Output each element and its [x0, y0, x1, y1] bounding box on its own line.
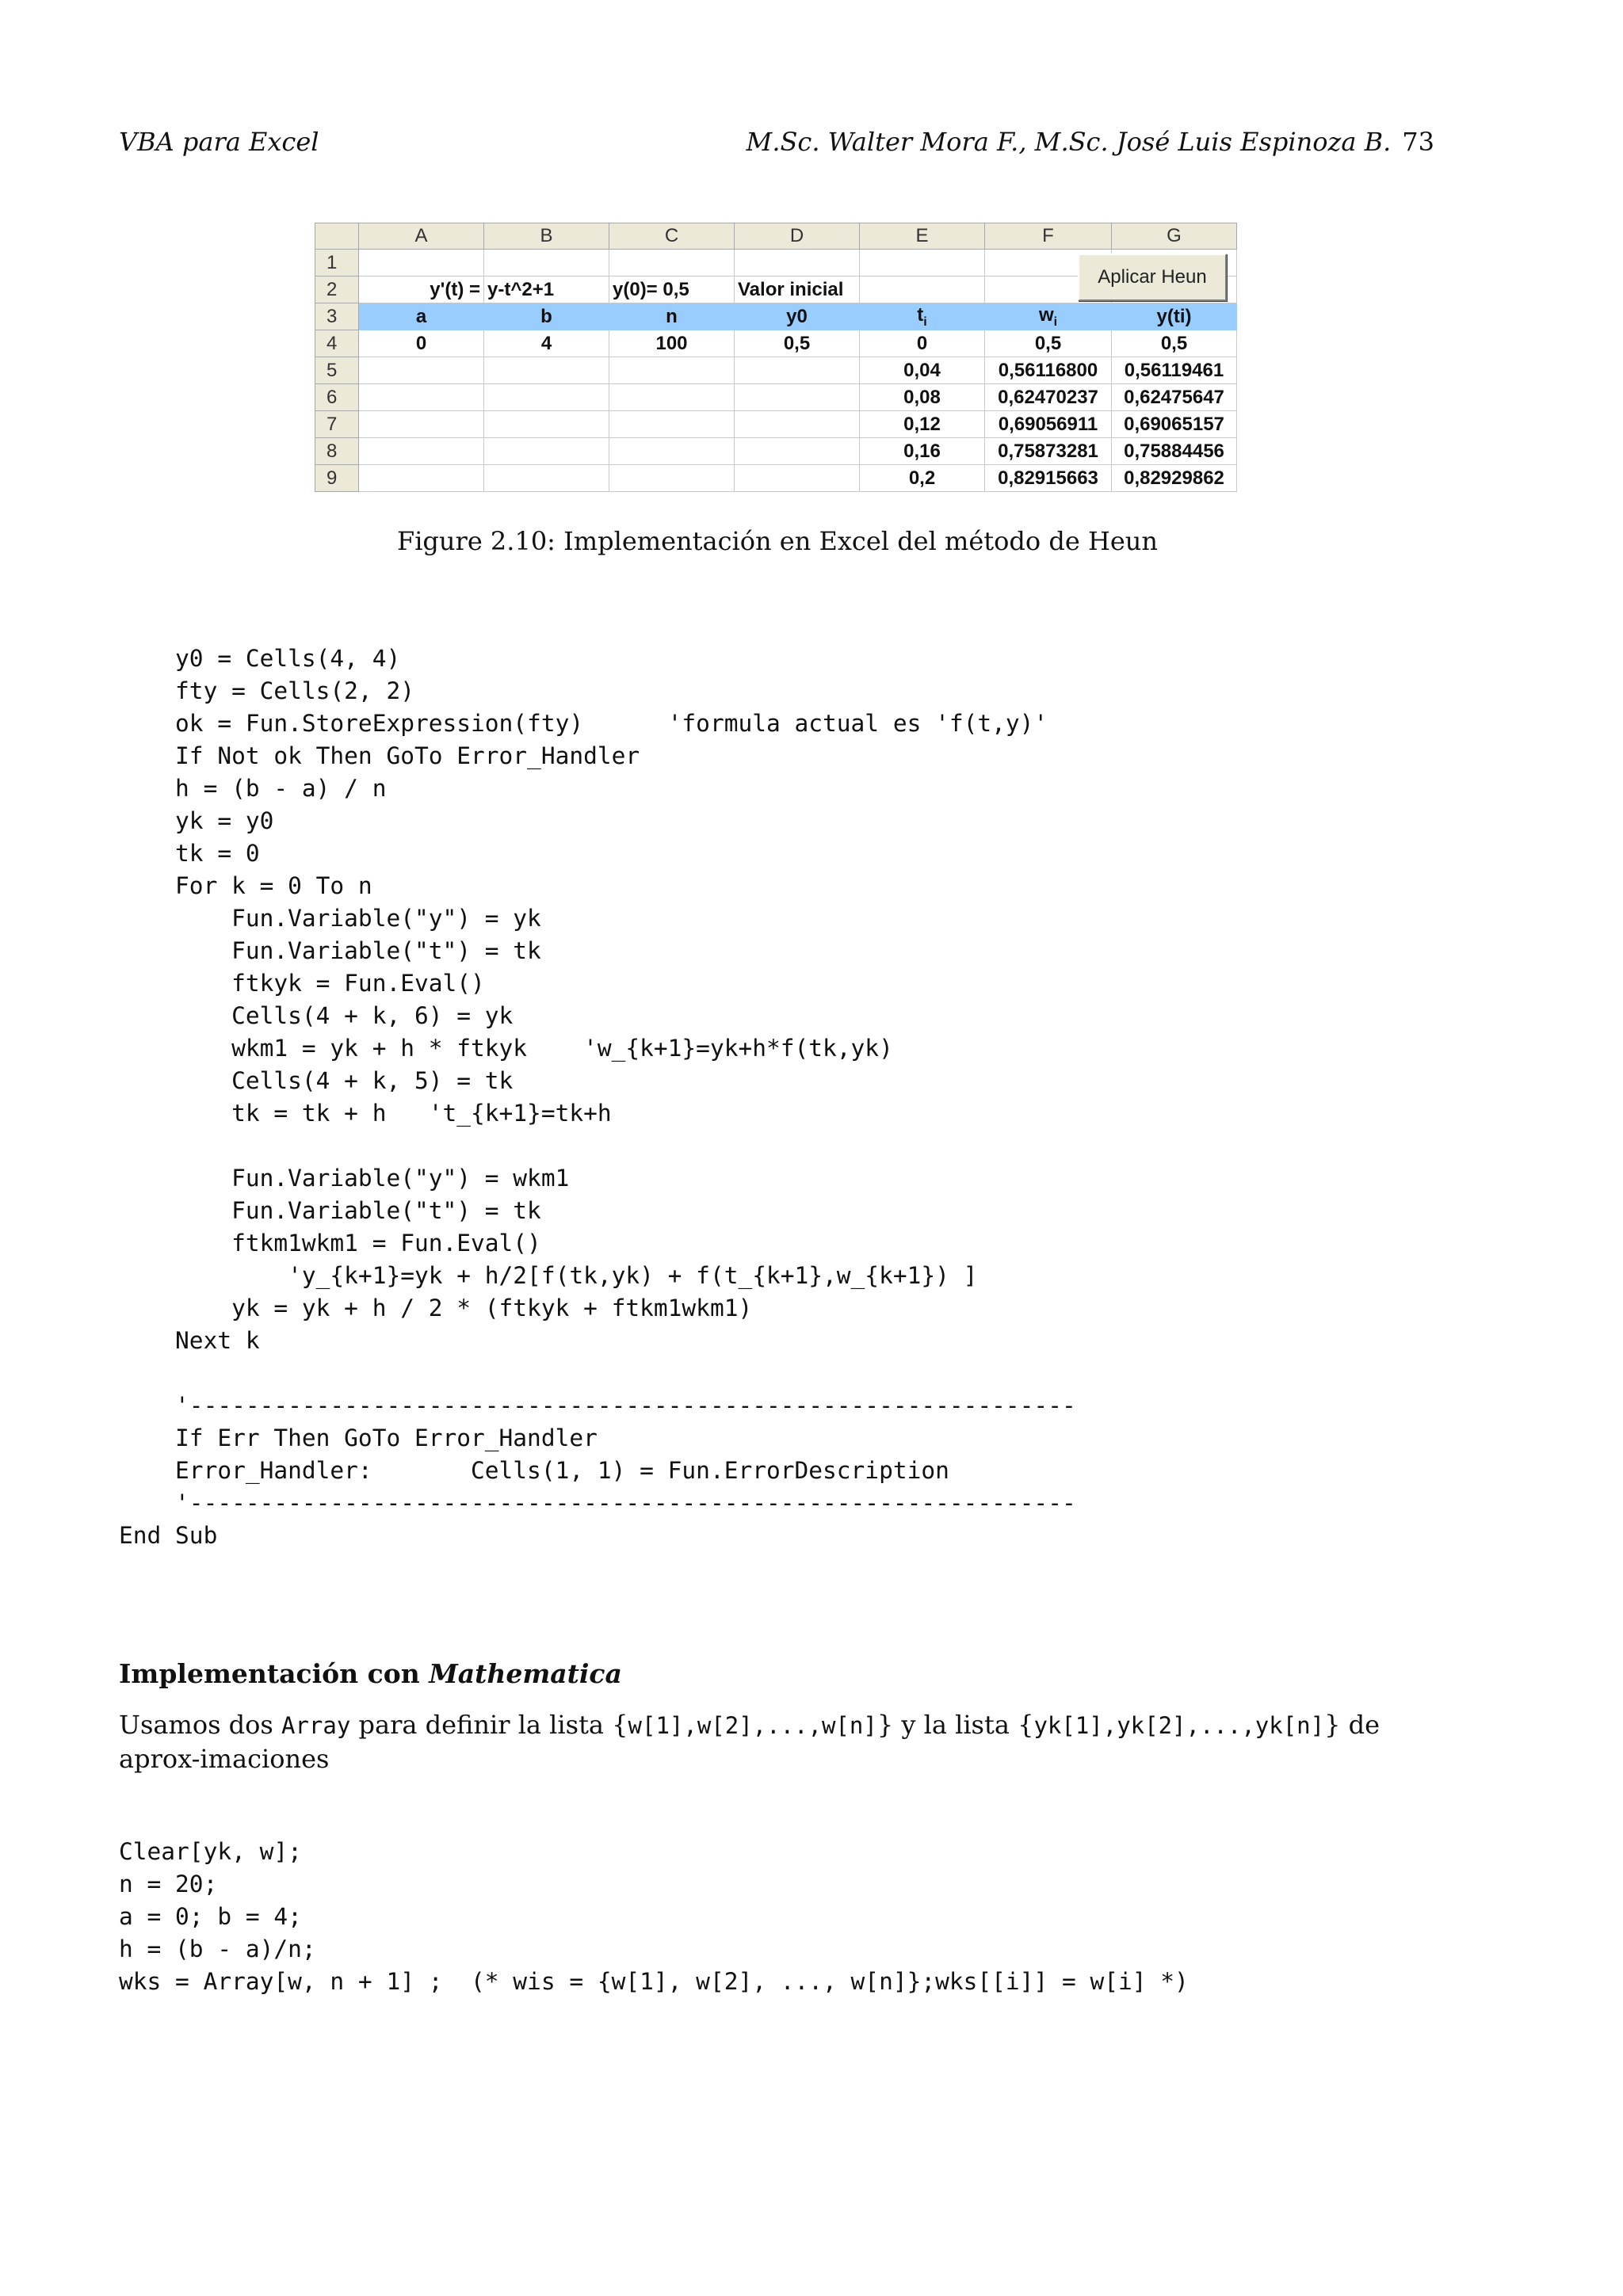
cell[interactable] — [860, 277, 985, 303]
cell-t[interactable]: 0,2 — [860, 465, 985, 492]
cell-a4[interactable]: 0 — [359, 330, 484, 357]
cell[interactable] — [359, 384, 484, 411]
select-all-corner[interactable] — [315, 223, 359, 250]
sheet-row-5 — [315, 357, 1237, 384]
cell[interactable] — [359, 411, 484, 438]
cell-y[interactable]: 0,75884456 — [1112, 438, 1237, 465]
running-header-authors — [747, 127, 1434, 157]
row-header[interactable]: 8 — [315, 438, 359, 465]
cell[interactable] — [735, 384, 860, 411]
cell-b4[interactable]: 4 — [484, 330, 609, 357]
header-w-subscript: i — [1053, 315, 1058, 329]
excel-screenshot — [315, 223, 1236, 494]
cell[interactable] — [359, 438, 484, 465]
cell-y[interactable]: 0,69065157 — [1112, 411, 1237, 438]
cell[interactable] — [609, 438, 735, 465]
cell[interactable] — [860, 250, 985, 277]
cell[interactable] — [359, 250, 484, 277]
header-cell-b[interactable]: b — [484, 303, 609, 330]
column-header-g[interactable]: G — [1112, 223, 1237, 250]
cell-b2-formula[interactable]: y-t^2+1 — [484, 277, 609, 303]
cell-y[interactable]: 0,82929862 — [1112, 465, 1237, 492]
header-cell-y0[interactable]: y0 — [735, 303, 860, 330]
column-header-d[interactable]: D — [735, 223, 860, 250]
header-cell-wi[interactable] — [985, 303, 1112, 330]
row-header[interactable]: 9 — [315, 465, 359, 492]
sheet-row-3-headers — [315, 303, 1237, 330]
cell-w[interactable]: 0,82915663 — [985, 465, 1112, 492]
column-header-e[interactable]: E — [860, 223, 985, 250]
cell-t[interactable]: 0,12 — [860, 411, 985, 438]
row-header[interactable]: 3 — [315, 303, 359, 330]
cell-w[interactable]: 0,62470237 — [985, 384, 1112, 411]
para-text: para definir la lista { — [350, 1710, 628, 1740]
cell[interactable] — [609, 357, 735, 384]
cell-f4[interactable]: 0,5 — [985, 330, 1112, 357]
column-header-f[interactable]: F — [985, 223, 1112, 250]
cell[interactable] — [484, 438, 609, 465]
cell-t[interactable]: 0,16 — [860, 438, 985, 465]
cell[interactable] — [484, 357, 609, 384]
cell-w[interactable]: 0,69056911 — [985, 411, 1112, 438]
para-text: } de aprox-imaciones — [119, 1710, 1381, 1774]
cell[interactable] — [484, 411, 609, 438]
cell[interactable] — [735, 465, 860, 492]
column-header-a[interactable]: A — [359, 223, 484, 250]
body-paragraph — [119, 1708, 1438, 1775]
column-header-c[interactable]: C — [609, 223, 735, 250]
row-header[interactable]: 6 — [315, 384, 359, 411]
cell-d4[interactable]: 0,5 — [735, 330, 860, 357]
header-cell-n[interactable]: n — [609, 303, 735, 330]
cell-c2-initial-condition[interactable]: y(0)= 0,5 — [609, 277, 735, 303]
row-header[interactable]: 1 — [315, 250, 359, 277]
column-header-b[interactable]: B — [484, 223, 609, 250]
column-header-row — [315, 223, 1237, 250]
header-w: w — [1038, 303, 1054, 326]
sheet-row-7 — [315, 411, 1237, 438]
para-text: } y la lista { — [876, 1710, 1034, 1740]
cell-t[interactable]: 0,04 — [860, 357, 985, 384]
cell[interactable] — [735, 438, 860, 465]
para-text: Usamos dos — [119, 1710, 282, 1740]
sheet-row-8 — [315, 438, 1237, 465]
para-code: Array — [281, 1712, 351, 1739]
cell[interactable] — [359, 357, 484, 384]
sheet-row-4 — [315, 330, 1237, 357]
cell-e4[interactable]: 0 — [860, 330, 985, 357]
cell[interactable] — [484, 250, 609, 277]
header-cell-ti[interactable] — [860, 303, 985, 330]
header-cell-a[interactable]: a — [359, 303, 484, 330]
cell-t[interactable]: 0,08 — [860, 384, 985, 411]
sheet-row-9 — [315, 465, 1237, 492]
cell-d2-label[interactable]: Valor inicial — [735, 277, 860, 303]
row-header[interactable]: 7 — [315, 411, 359, 438]
cell[interactable] — [484, 465, 609, 492]
header-t-subscript: i — [923, 315, 927, 329]
page-number: 73 — [1402, 127, 1434, 157]
sheet-row-6 — [315, 384, 1237, 411]
section-heading — [119, 1658, 622, 1689]
header-authors: M.Sc. Walter Mora F., M.Sc. José Luis Espinoza B. — [746, 127, 1392, 157]
cell-c4[interactable]: 100 — [609, 330, 735, 357]
cell-y[interactable]: 0,62475647 — [1112, 384, 1237, 411]
cell[interactable] — [484, 384, 609, 411]
para-code: w[1],w[2],...,w[n] — [628, 1712, 877, 1739]
cell[interactable] — [359, 465, 484, 492]
cell-w[interactable]: 0,56116800 — [985, 357, 1112, 384]
para-code: yk[1],yk[2],...,yk[n] — [1033, 1712, 1325, 1739]
mathematica-code-block: Clear[yk, w]; n = 20; a = 0; b = 4; h = (b - a)/n; wks = Array[w, n + 1] ; (* wis = {w[1], w[2], ..., w[n]};wks[[i]] = w[i] *) — [119, 1838, 1189, 1995]
section-heading-prefix: Implementación con — [119, 1658, 430, 1689]
cell-y[interactable]: 0,56119461 — [1112, 357, 1237, 384]
cell[interactable] — [609, 384, 735, 411]
cell[interactable] — [735, 250, 860, 277]
header-t: t — [917, 303, 924, 326]
vba-code-block: y0 = Cells(4, 4) fty = Cells(2, 2) ok = Fun.StoreExpression(fty) 'formula actual es 'f(t,y)' If Not ok Then GoTo Error_Handler h = (b - a) / n yk = y0 tk = 0 For k = 0 To n Fun.Variable("y") = yk Fun.Variable("t") = tk ftkyk = Fun.Eval() Cells(4 + k, 6) = yk wkm1 = yk + h * ftkyk 'w_{k+1}=yk+h*f(tk,yk) Cells(4 + k, 5) = tk tk = tk + h 't_{k+1}=tk+h Fun.Variable("y") = wkm1 Fun.Variable("t") = tk ftkm1wkm1 = Fun.Eval() 'y_{k+1}=yk + h/2[f(tk,yk) + f(t_{k+1},w_{k+1}) ] yk = yk + h / 2 * (ftkyk + ftkm1wkm1) Next k '--------------------------------------------------------------- If Err Then GoTo Error_Handler Error_Handler: Cells(1, 1) = Fun.ErrorDescription '--------------------------------------------------------------- End Sub — [119, 645, 1076, 1549]
row-header[interactable]: 5 — [315, 357, 359, 384]
running-header-title: VBA para Excel — [119, 127, 319, 157]
header-cell-yti[interactable]: y(ti) — [1112, 303, 1237, 330]
cell[interactable] — [609, 250, 735, 277]
cell-w[interactable]: 0,75873281 — [985, 438, 1112, 465]
cell[interactable] — [609, 411, 735, 438]
cell-a2[interactable]: y'(t) = — [359, 277, 484, 303]
cell[interactable] — [735, 411, 860, 438]
cell[interactable] — [609, 465, 735, 492]
figure-caption: Figure 2.10: Implementación en Excel del método de Heun — [396, 526, 1158, 556]
apply-heun-button[interactable]: Aplicar Heun — [1078, 254, 1227, 301]
row-header[interactable]: 4 — [315, 330, 359, 357]
section-heading-italic: Mathematica — [429, 1658, 622, 1689]
row-header[interactable]: 2 — [315, 277, 359, 303]
cell-g4[interactable]: 0,5 — [1112, 330, 1237, 357]
cell[interactable] — [735, 357, 860, 384]
